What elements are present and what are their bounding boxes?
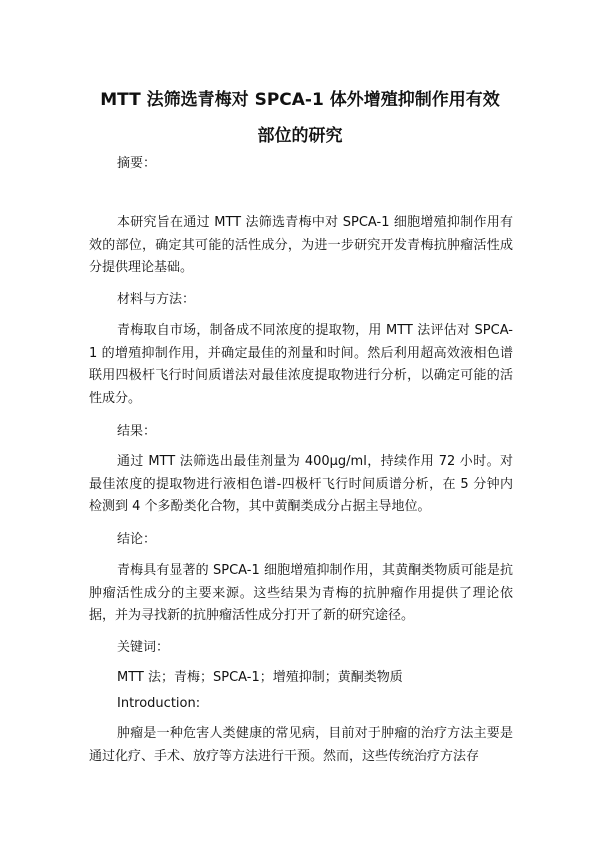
results-label: 结果：: [117, 424, 157, 439]
methods-text: 青梅取自市场，制备成不同浓度的提取物，用 MTT 法评估对 SPCA-1 的增殖抑制作用，并确定最佳的剂量和时间。然后利用超高效液相色谱联用四极杆飞行时间质谱法对最佳浓度提取物进行分析，以确定可能的活性成分。: [89, 323, 513, 406]
conclusion-label: 结论：: [117, 532, 157, 547]
keywords-label: 关键词：: [117, 640, 170, 655]
title-line-2: 部位的研究: [257, 126, 343, 146]
introduction-text: 肿瘤是一种危害人类健康的常见病，目前对于肿瘤的治疗方法主要是通过化疗、手术、放疗等方法进行干预。然而，这些传统治疗方法存: [89, 726, 513, 764]
abstract-text: 本研究旨在通过 MTT 法筛选青梅中对 SPCA-1 细胞增殖抑制作用有效的部位，确定其可能的活性成分，为进一步研究开发青梅抗肿瘤活性成分提供理论基础。: [89, 215, 513, 275]
introduction-label: Introduction:: [117, 696, 201, 711]
results-text: 通过 MTT 法筛选出最佳剂量为 400μg/ml，持续作用 72 小时。对最佳浓度的提取物进行液相色谱-四极杆飞行时间质谱分析，在 5 分钟内检测到 4 个多酚类化合物，其中黄酮类成分占据主导地位。: [89, 454, 513, 514]
keywords-text: MTT 法；青梅；SPCA-1；增殖抑制；黄酮类物质: [117, 670, 403, 685]
title-line-1: MTT 法筛选青梅对 SPCA-1 体外增殖抑制作用有效: [100, 90, 500, 110]
abstract-label: 摘要：: [117, 156, 157, 171]
methods-label: 材料与方法：: [117, 292, 196, 307]
conclusion-text: 青梅具有显著的 SPCA-1 细胞增殖抑制作用，其黄酮类物质可能是抗肿瘤活性成分的主要来源。这些结果为青梅的抗肿瘤作用提供了理论依据，并为寻找新的抗肿瘤活性成分打开了新的研究途径。: [89, 563, 513, 623]
